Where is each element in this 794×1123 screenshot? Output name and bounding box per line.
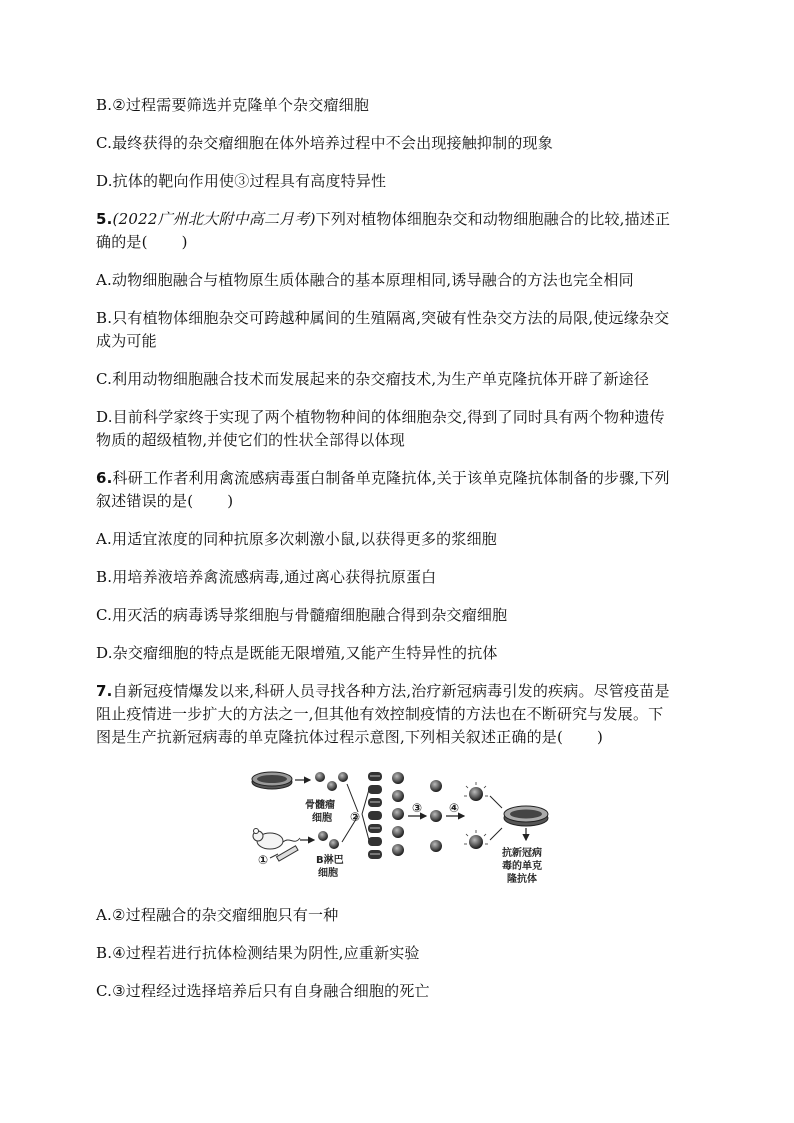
step-1: ①	[258, 853, 269, 867]
label-product-1: 抗新冠病	[502, 848, 542, 859]
step-4: ④	[449, 801, 460, 815]
q5-option-b-line-2: 成为可能	[96, 332, 157, 350]
q5-stem-text-1: 下列对植物体细胞杂交和动物细胞融合的比较,描述正	[315, 210, 671, 228]
step-2: ②	[350, 810, 361, 824]
q6-number: 6.	[96, 469, 113, 487]
q5-paren-close: )	[181, 233, 188, 251]
antibody-process-diagram	[250, 766, 560, 896]
q5-option-d-line-1: D.目前科学家终于实现了两个植物物种间的体细胞杂交,得到了同时具有两个物种遗传	[96, 408, 665, 426]
b-lymphocyte-cells	[318, 831, 339, 849]
q6-option-d: D.杂交瘤细胞的特点是既能无限增殖,又能产生特异性的抗体	[96, 644, 498, 662]
q7-stem-line-1	[96, 680, 706, 702]
label-product-2: 毒的单克	[502, 861, 542, 872]
q5-option-c: C.利用动物细胞融合技术而发展起来的杂交瘤技术,为生产单克隆抗体开辟了新途径	[96, 370, 650, 388]
q7-paren-close: )	[597, 728, 604, 746]
q6-option-c: C.用灭活的病毒诱导浆细胞与骨髓瘤细胞融合得到杂交瘤细胞	[96, 606, 508, 624]
q5-option-a: A.动物细胞融合与植物原生质体融合的基本原理相同,诱导融合的方法也完全相同	[96, 271, 634, 289]
q5-stem-text-2: 确的是(	[96, 233, 148, 251]
q6-stem-text-1: 科研工作者利用禽流感病毒蛋白制备单克隆抗体,关于该单克隆抗体制备的步骤,下列	[112, 469, 670, 487]
q7-option-a: A.②过程融合的杂交瘤细胞只有一种	[96, 906, 339, 924]
q7-option-c: C.③过程经过选择培养后只有自身融合细胞的死亡	[96, 982, 430, 1000]
q7-number: 7.	[96, 682, 113, 700]
culture-dish-icon	[252, 772, 292, 789]
q5-stem-line-1	[96, 208, 706, 230]
q6-stem-line-2	[96, 490, 706, 512]
q6-paren-close: )	[227, 492, 234, 510]
q4-option-c: C.最终获得的杂交瘤细胞在体外培养过程中不会出现接触抑制的现象	[96, 134, 553, 152]
q6-option-b: B.用培养液培养禽流感病毒,通过离心获得抗原蛋白	[96, 568, 437, 586]
q5-number: 5.	[96, 210, 113, 228]
q5-stem-line-2	[96, 231, 706, 253]
q5-option-d-line-2: 物质的超级植物,并使它们的性状全部得以体现	[96, 431, 405, 449]
fused-cells-column-1	[368, 772, 382, 859]
selected-hybridoma-cells	[430, 780, 442, 852]
q7-stem-line-2: 阻止疫情进一步扩大的方法之一,但其他有效控制疫情的方法也在不断研究与发展。下	[96, 705, 664, 723]
label-product-3: 隆抗体	[507, 874, 537, 885]
label-bcell-1: B淋巴	[316, 855, 344, 866]
q7-option-b: B.④过程若进行抗体检测结果为阴性,应重新实验	[96, 944, 420, 962]
q4-option-b: B.②过程需要筛选并克隆单个杂交瘤细胞	[96, 96, 370, 114]
antibody-secreting-cells	[464, 782, 488, 849]
q4-option-d: D.抗体的靶向作用使③过程具有高度特异性	[96, 172, 387, 190]
q5-option-b-line-1: B.只有植物体细胞杂交可跨越种属间的生殖隔离,突破有性杂交方法的局限,使远缘杂交	[96, 309, 670, 327]
label-myeloma-2: 细胞	[312, 813, 332, 824]
q5-source: (2022广州北大附中高二月考)	[112, 210, 316, 228]
q7-stem-text-1: 自新冠疫情爆发以来,科研人员寻找各种方法,治疗新冠病毒引发的疾病。尽管疫苗是	[112, 682, 670, 700]
q6-stem-line-1	[96, 467, 706, 489]
q6-option-a: A.用适宜浓度的同种抗原多次刺激小鼠,以获得更多的浆细胞	[96, 530, 497, 548]
hybrid-cells-column-2	[392, 772, 404, 856]
label-myeloma-1: 骨髓瘤	[305, 800, 335, 811]
product-dish-icon	[504, 806, 548, 826]
q6-stem-text-2: 叙述错误的是(	[96, 492, 194, 510]
mouse-icon	[253, 829, 300, 850]
step-3: ③	[412, 801, 423, 815]
q7-stem-line-3	[96, 726, 706, 748]
q7-stem-text-3: 图是生产抗新冠病毒的单克隆抗体过程示意图,下列相关叙述正确的是(	[96, 728, 564, 746]
myeloma-cells	[315, 772, 348, 791]
label-bcell-2: 细胞	[318, 868, 338, 879]
